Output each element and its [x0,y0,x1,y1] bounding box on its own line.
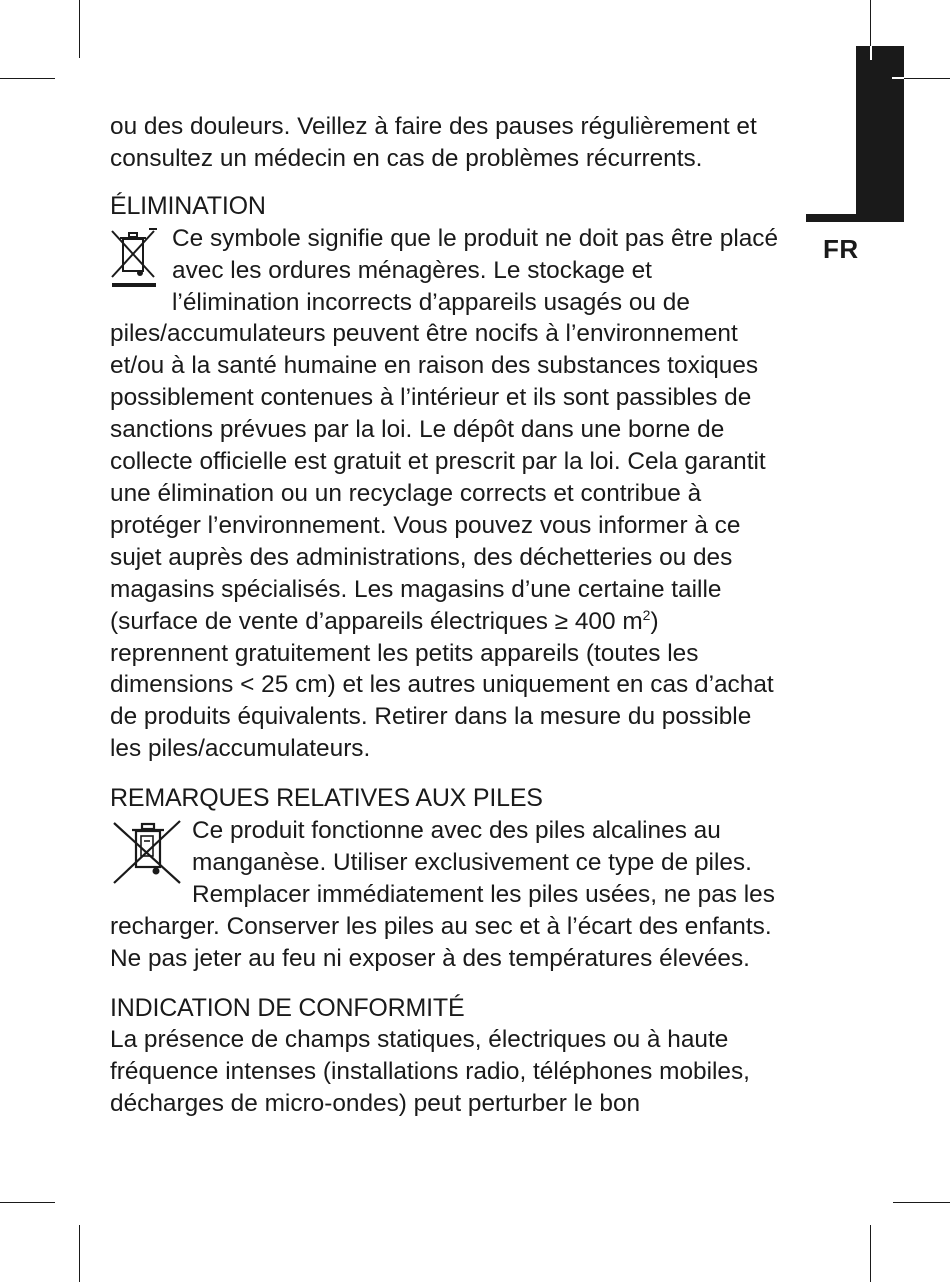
manual-page-content [110,111,780,1120]
crossed-out-battery-bin-icon [110,819,186,885]
language-tab-base [806,214,904,222]
section-heading-batteries: REMARQUES RELATIVES AUX PILES [110,784,543,813]
elimination-text-a: Ce symbole signifie que le produit ne doit pas être placé avec les ordures ménagères. Le stockage et l’élimination incorrects d’appareils usagés ou de piles/accumulateurs peuvent être nocifs à l’environnement et/ou à la santé humaine en raison des substances toxiques possiblement contenues à l’intérieur et ils sont passibles de sanctions prévues par la loi. Le dépôt dans une borne de collecte officielle est gratuit et prescrit par la loi. Cela garantit une élimination ou un recyclage corrects et contribue à protéger l’environnement. Vous pouvez vous informer à ce sujet auprès des administrations, des déchetteries ou des magasins spécialisés. Les magasins d’une certaine taille (surface de vente d’appareils électriques ≥ 400 m [110,224,779,635]
section-heading-elimination: ÉLIMINATION [110,191,266,220]
batteries-body [110,815,780,975]
elimination-body [110,223,780,765]
crop-mark [0,1202,55,1203]
crop-mark [0,78,55,79]
crossed-out-wheelie-bin-icon [110,227,162,287]
crop-mark-inverted [870,46,872,60]
crop-mark-inverted [892,77,904,79]
crop-mark [870,0,871,46]
intro-paragraph: ou des douleurs. Veillez à faire des pauses régulièrement et consultez un médecin en cas de problèmes récurrents. [110,113,757,172]
elimination-text-b: ) reprennent gratuitement les petits appareils (toutes les dimensions < 25 cm) et les autres uniquement en cas d’achat de produits équivalents. Retirer dans la mesure du possible les piles/accumulateurs. [110,607,774,763]
superscript-two: 2 [642,606,651,623]
language-tab-bar [856,46,904,222]
conformity-text: La présence de champs statiques, électriques ou à haute fréquence intenses (installations radio, téléphones mobiles, décharges de micro-ondes) peut perturber le bon [110,1026,750,1118]
crop-mark [893,1202,950,1203]
crop-mark [870,1225,871,1282]
language-label: FR [823,234,859,264]
section-heading-conformity: INDICATION DE CONFORMITÉ [110,993,465,1022]
crop-mark [79,1225,80,1282]
crop-mark [904,78,950,79]
crop-mark [79,0,80,58]
batteries-text: Ce produit fonctionne avec des piles alcalines au manganèse. Utiliser exclusivement ce type de piles. Remplacer immédiatement les piles usées, ne pas les recharger. Conserver les piles au sec et à l’écart des enfants. Ne pas jeter au feu ni exposer à des températures élevées. [110,817,775,972]
